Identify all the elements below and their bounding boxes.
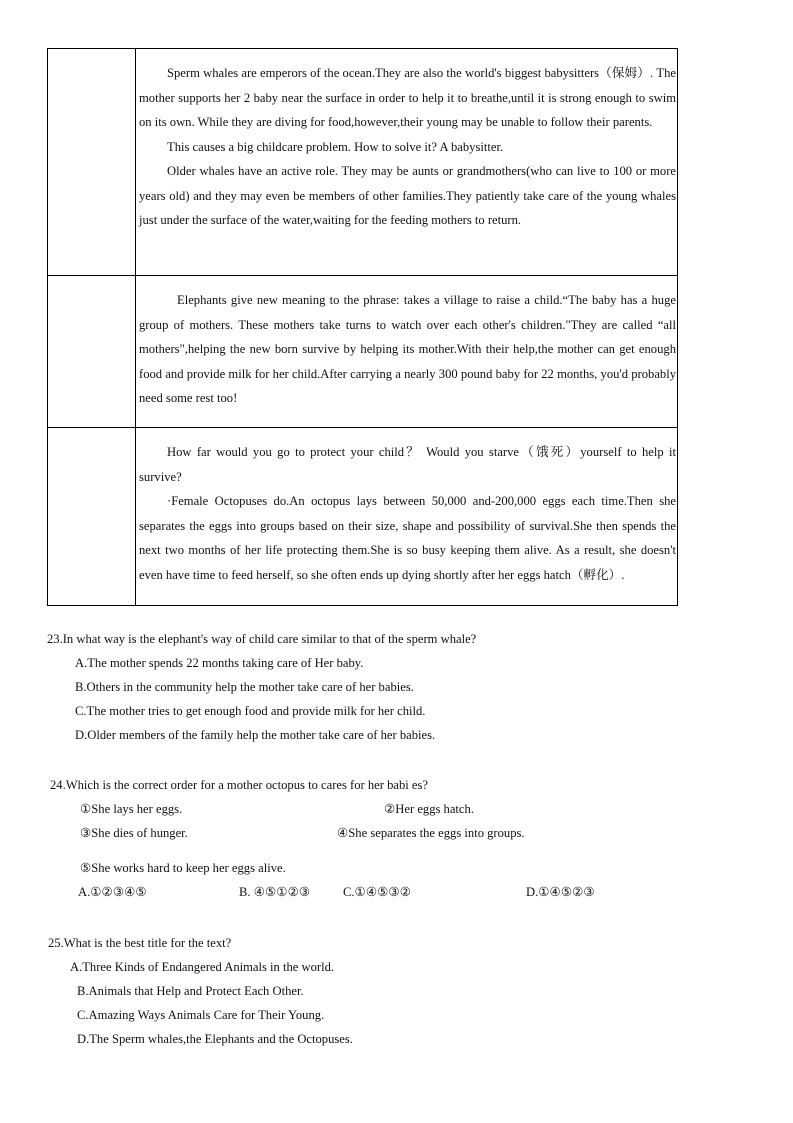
option-a[interactable]: A.①②③④⑤ (78, 885, 147, 899)
option-d[interactable]: D.Older members of the family help the mother take care of her babies. (75, 728, 436, 742)
passage-table (47, 48, 678, 606)
option-a[interactable]: A.Three Kinds of Endangered Animals in the world. (70, 960, 335, 974)
steps-row-2 (50, 821, 750, 845)
option-c[interactable]: C.Amazing Ways Animals Care for Their Young. (77, 1008, 325, 1022)
paragraph: Older whales have an active role. They may be aunts or grandmothers(who can live to 100 or more years old) and they may even be members of other families.They patiently take care of the young whales just under the surface of the water,waiting for the feeding mothers to return. (139, 164, 676, 227)
paragraph: Sperm whales are emperors of the ocean.They are also the world's biggest babysitters（保姆）. The mother supports her 2 baby near the surface in order to help it to breathe,until it is strong enough to swim on its own. While they are diving for food,however,their young may be unable to follow their parents. (139, 66, 676, 129)
steps-row-3 (50, 856, 750, 880)
step-3: ③She dies of hunger. (80, 826, 188, 840)
question-stem: 24.Which is the correct order for a mother octopus to cares for her babi es? (50, 778, 429, 792)
table-row (48, 276, 678, 428)
option-b[interactable]: B.Animals that Help and Protect Each Other. (77, 984, 304, 998)
passage-octopus (136, 428, 678, 606)
passage-elephant (136, 276, 678, 428)
option-c[interactable]: C.①④⑤③② (343, 885, 411, 899)
option-b[interactable]: B.Others in the community help the mother take care of her babies. (75, 680, 414, 694)
blank-cell (48, 276, 136, 428)
steps-row-1 (50, 797, 750, 821)
question-25 (48, 931, 688, 1051)
question-stem: 25.What is the best title for the text? (48, 936, 232, 950)
option-a[interactable]: A.The mother spends 22 months taking care of Her baby. (75, 656, 364, 670)
blank-cell (48, 49, 136, 276)
paragraph: Elephants give new meaning to the phrase: takes a village to raise a child.“The baby has a huge group of mothers. These mothers take turns to watch over each other's children."They are called “all mothers",helping the new born survive by helping its mother.With their help,the mother can get enough food and provide milk for her child.After carrying a nearly 300 pound baby for 22 months, you'd probably need some rest too! (139, 293, 676, 405)
step-1: ①She lays her eggs. (80, 802, 183, 816)
passage-sperm-whale (136, 49, 678, 276)
option-b[interactable]: B. ④⑤①②③ (239, 885, 311, 899)
paragraph: This causes a big childcare problem. How to solve it? A babysitter. (167, 139, 504, 154)
table-row (48, 49, 678, 276)
table-row (48, 428, 678, 606)
step-5: ⑤She works hard to keep her eggs alive. (80, 861, 286, 875)
step-2: ②Her eggs hatch. (384, 802, 474, 816)
option-c[interactable]: C.The mother tries to get enough food and provide milk for her child. (75, 704, 426, 718)
question-23 (47, 627, 687, 747)
options-row (50, 880, 750, 904)
option-d[interactable]: D.The Sperm whales,the Elephants and the Octopuses. (77, 1032, 353, 1046)
blank-cell (48, 428, 136, 606)
paragraph: How far would you go to protect your child？ Would you starve（饿死）yourself to help it survive? (139, 445, 676, 484)
question-24 (50, 773, 750, 904)
paragraph: ·Female Octopuses do.An octopus lays between 50,000 and-200,000 eggs each time.Then she separates the eggs into groups based on their size, shape and possibility of survival.She then spends the next two months of her life protecting them.She is so busy keeping them alive. As a result, she doesn't even have time to feed herself, so she often ends up dying shortly after her eggs hatch（孵化）. (139, 494, 676, 582)
step-4: ④She separates the eggs into groups. (337, 826, 525, 840)
question-stem: 23.In what way is the elephant's way of child care similar to that of the sperm whale? (47, 632, 477, 646)
option-d[interactable]: D.①④⑤②③ (526, 885, 595, 899)
